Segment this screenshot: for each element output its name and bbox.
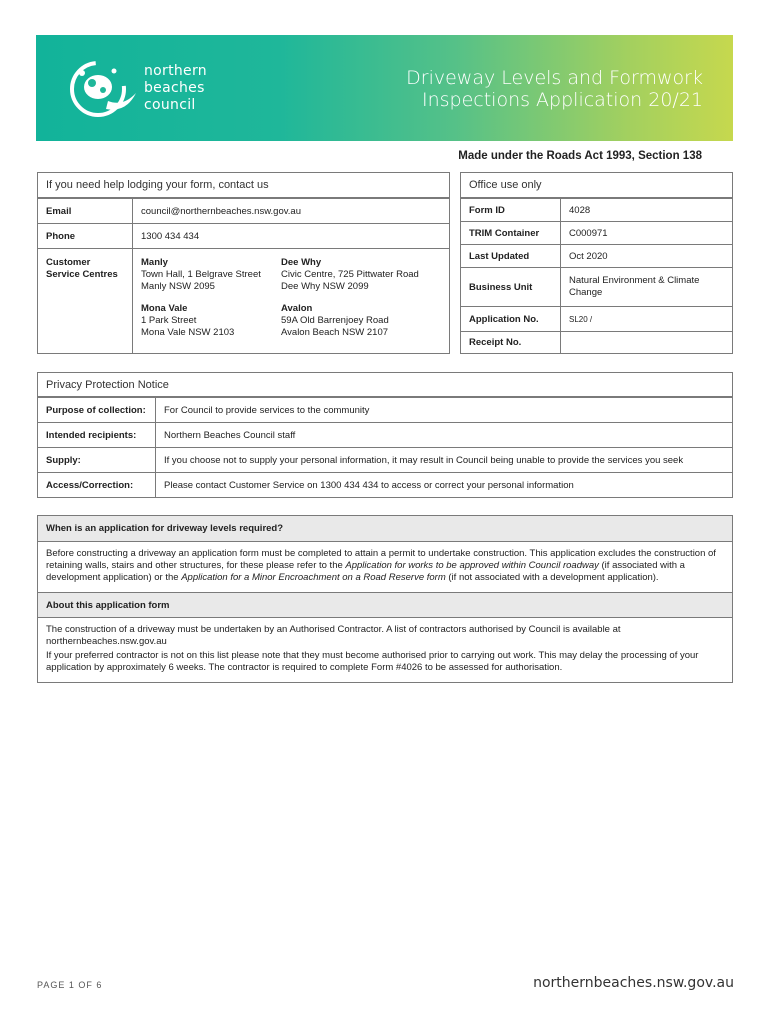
website-link[interactable]: northernbeaches.nsw.gov.au	[533, 975, 734, 991]
centre-dee-why	[281, 257, 441, 293]
application-info-box	[37, 515, 733, 683]
council-logo-text	[144, 63, 207, 114]
title-line: Driveway Levels and Formwork	[406, 67, 703, 89]
office-use-heading: Office use only	[460, 172, 733, 198]
info-text: (if associated with a development application) or the	[46, 560, 685, 583]
centre-address: Manly NSW 2095	[141, 281, 215, 292]
table-row	[461, 222, 733, 245]
application-no-label: Application No.	[461, 307, 561, 332]
centre-address: Dee Why NSW 2099	[281, 281, 369, 292]
info-paragraph: The construction of a driveway must be undertaken by an Authorised Contractor. A list of contractors authorised by Council is available at northernbeaches.nsw.gov.au	[46, 624, 621, 647]
centre-address: 59A Old Barrenjoey Road	[281, 315, 389, 326]
centre-address: Civic Centre, 725 Pittwater Road	[281, 269, 419, 280]
centre-name: Avalon	[281, 303, 313, 314]
page-title	[406, 67, 703, 111]
trim-container-label: TRIM Container	[461, 222, 561, 245]
info-text: (if not associated with a development application).	[445, 572, 659, 583]
title-line: Inspections Application 20/21	[421, 89, 703, 111]
business-unit-value: Natural Environment & Climate Change	[561, 268, 733, 307]
table-row	[38, 423, 733, 448]
when-required-text	[38, 542, 732, 592]
phone-label: Phone	[38, 224, 133, 249]
contact-help-box	[37, 172, 450, 353]
page-number: PAGE 1 OF 6	[37, 980, 103, 990]
email-label: Email	[38, 199, 133, 224]
table-row	[461, 199, 733, 222]
about-form-heading: About this application form	[38, 592, 732, 618]
phone-value[interactable]: 1300 434 434	[133, 224, 450, 249]
purpose-value: For Council to provide services to the community	[156, 398, 733, 423]
table-row	[38, 473, 733, 498]
legislation-note: Made under the Roads Act 1993, Section 138	[458, 150, 702, 162]
when-required-heading: When is an application for driveway levels required?	[38, 516, 732, 542]
recipients-label: Intended recipients:	[38, 423, 156, 448]
logo-line: northern	[144, 63, 207, 79]
centre-address: Town Hall, 1 Belgrave Street	[141, 269, 261, 280]
form-id-value: 4028	[561, 199, 733, 222]
contact-table	[37, 198, 450, 354]
form-id-label: Form ID	[461, 199, 561, 222]
table-row	[38, 249, 450, 354]
last-updated-value: Oct 2020	[561, 245, 733, 268]
email-value[interactable]: council@northernbeaches.nsw.gov.au	[133, 199, 450, 224]
council-logo-icon	[68, 57, 138, 119]
centres-label: Customer Service Centres	[38, 249, 133, 354]
table-row	[38, 398, 733, 423]
centre-address: Mona Vale NSW 2103	[141, 327, 235, 338]
application-no-field[interactable]: SL20 /	[561, 307, 733, 332]
header-banner	[36, 35, 733, 141]
logo-line: council	[144, 97, 196, 113]
receipt-no-label: Receipt No.	[461, 332, 561, 354]
business-unit-label: Business Unit	[461, 268, 561, 307]
centre-mona-vale	[141, 303, 281, 339]
trim-container-value: C000971	[561, 222, 733, 245]
supply-value: If you choose not to supply your personal information, it may result in Council being unable to provide the services you seek	[156, 448, 733, 473]
contact-help-heading: If you need help lodging your form, contact us	[37, 172, 450, 198]
office-use-box	[460, 172, 733, 353]
privacy-table	[37, 397, 733, 498]
centre-avalon	[281, 303, 441, 339]
table-row	[38, 199, 450, 224]
centre-address: 1 Park Street	[141, 315, 197, 326]
receipt-no-field[interactable]	[561, 332, 733, 354]
info-paragraph: If your preferred contractor is not on this list please note that they must become authorised prior to carrying out work. This may delay the processing of your application by approximately 6 weeks. The contractor is required to complete Form #4026 to be assessed for authorisation.	[46, 650, 699, 673]
office-use-table	[460, 198, 733, 354]
privacy-notice-box	[37, 372, 733, 498]
centre-address: Avalon Beach NSW 2107	[281, 327, 389, 338]
centre-name: Manly	[141, 257, 168, 268]
centre-manly	[141, 257, 281, 293]
supply-label: Supply:	[38, 448, 156, 473]
access-label: Access/Correction:	[38, 473, 156, 498]
centre-name: Dee Why	[281, 257, 322, 268]
recipients-value: Northern Beaches Council staff	[156, 423, 733, 448]
centre-name: Mona Vale	[141, 303, 188, 314]
table-row	[461, 268, 733, 307]
last-updated-label: Last Updated	[461, 245, 561, 268]
table-row	[461, 307, 733, 332]
about-form-text	[38, 618, 732, 682]
info-text: Before constructing a driveway an application form must be completed to attain a permit to undertake construction. This application excludes the construction of retaining walls, stairs and other structures, for these please refer to the	[46, 548, 716, 571]
table-row	[461, 332, 733, 354]
table-row	[38, 224, 450, 249]
logo-line: beaches	[144, 80, 205, 96]
encroachment-application-link: Application for a Minor Encroachment on a Road Reserve form	[181, 572, 446, 583]
table-row	[461, 245, 733, 268]
works-application-link: Application for works to be approved within Council roadway	[345, 560, 599, 571]
centres-list	[133, 249, 450, 354]
purpose-label: Purpose of collection:	[38, 398, 156, 423]
privacy-notice-heading: Privacy Protection Notice	[37, 372, 733, 397]
access-value: Please contact Customer Service on 1300 434 434 to access or correct your personal information	[156, 473, 733, 498]
table-row	[38, 448, 733, 473]
